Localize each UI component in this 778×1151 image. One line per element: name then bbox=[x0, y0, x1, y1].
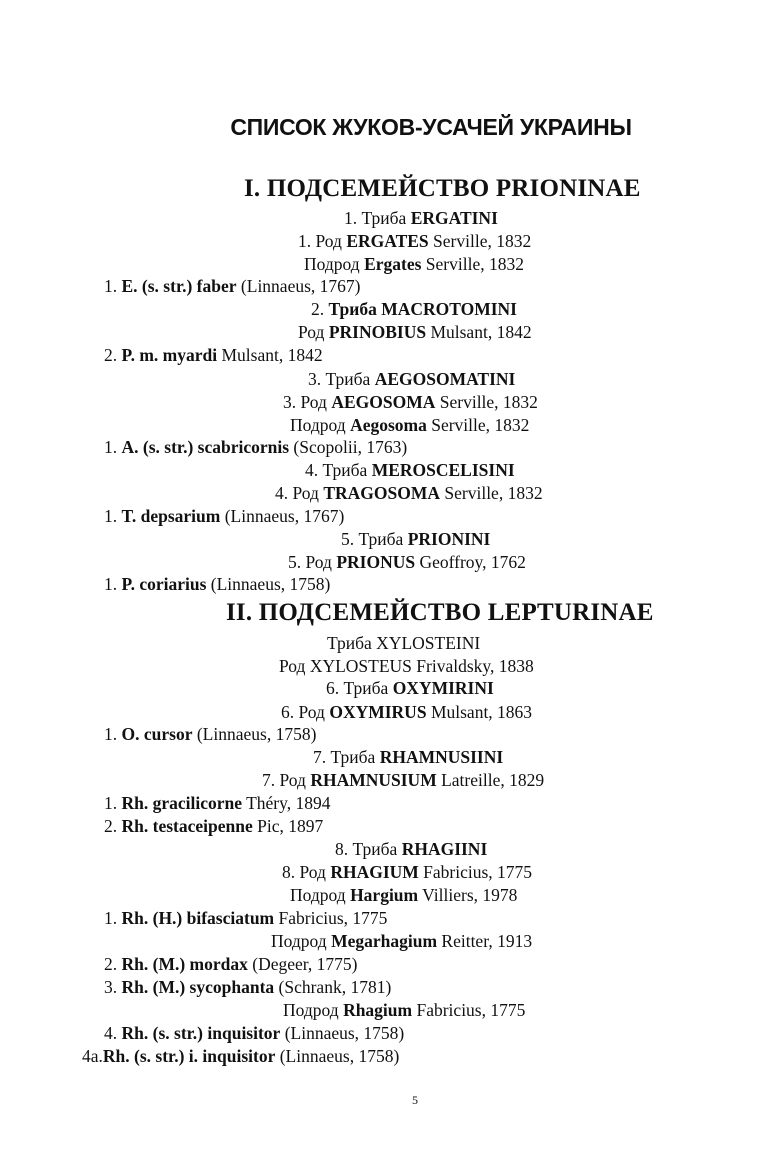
taxon-line bbox=[104, 976, 391, 998]
taxon-prefix: 2. bbox=[104, 345, 122, 365]
taxon-line bbox=[282, 861, 532, 883]
taxon-name: A. (s. str.) scabricornis bbox=[121, 437, 290, 457]
taxon-name: AEGOSOMATINI bbox=[374, 369, 516, 389]
taxon-name: O. cursor bbox=[121, 724, 193, 744]
taxon-line bbox=[298, 230, 531, 252]
taxon-name: Ergates bbox=[364, 254, 422, 274]
taxon-prefix: Род XYLOSTEUS Frivaldsky, 1838 bbox=[279, 656, 534, 676]
taxon-prefix: 8. Род bbox=[282, 862, 331, 882]
taxon-prefix: Подрод bbox=[283, 1000, 344, 1020]
taxon-line bbox=[288, 551, 526, 573]
taxon-name: E. (s. str.) faber bbox=[121, 276, 237, 296]
subfamily-heading-lepturinae: II. ПОДСЕМЕЙСТВО LEPTURINAE bbox=[226, 599, 654, 626]
taxon-authority: (Linnaeus, 1758) bbox=[206, 574, 331, 594]
taxon-authority: Théry, 1894 bbox=[242, 793, 331, 813]
taxon-line bbox=[290, 884, 517, 906]
taxon-authority: Villiers, 1978 bbox=[418, 885, 518, 905]
taxon-prefix: 4. Триба bbox=[305, 460, 372, 480]
taxon-name: MEROSCELISINI bbox=[371, 460, 515, 480]
taxon-line bbox=[327, 632, 480, 654]
page-number: 5 bbox=[412, 1093, 418, 1107]
taxon-line bbox=[104, 792, 331, 814]
taxon-line bbox=[341, 528, 490, 550]
taxon-name: AEGOSOMA bbox=[331, 392, 436, 412]
taxon-line bbox=[313, 746, 503, 768]
taxon-authority: Fabricius, 1775 bbox=[418, 862, 533, 882]
taxon-name: T. depsarium bbox=[121, 506, 221, 526]
taxon-line bbox=[275, 482, 543, 504]
taxon-prefix: 1. bbox=[104, 506, 122, 526]
taxon-name: RHAMNUSIUM bbox=[310, 770, 437, 790]
taxon-authority: Fabricius, 1775 bbox=[274, 908, 388, 928]
taxon-authority: (Linnaeus, 1758) bbox=[275, 1046, 400, 1066]
taxon-line bbox=[104, 815, 323, 837]
taxon-authority: (Linnaeus, 1767) bbox=[236, 276, 361, 296]
taxon-line bbox=[104, 953, 357, 975]
taxon-authority: (Linnaeus, 1767) bbox=[220, 506, 345, 526]
taxon-prefix: 3. Род bbox=[283, 392, 332, 412]
taxon-line bbox=[82, 1045, 399, 1067]
taxon-prefix: 8. Триба bbox=[335, 839, 402, 859]
taxon-prefix: 5. Триба bbox=[341, 529, 408, 549]
taxon-line bbox=[335, 838, 487, 860]
taxon-name: Rh. gracilicorne bbox=[121, 793, 243, 813]
taxon-authority: Serville, 1832 bbox=[435, 392, 538, 412]
taxon-name: RHAMNUSIINI bbox=[379, 747, 504, 767]
taxon-line bbox=[308, 368, 515, 390]
taxon-prefix: 1. bbox=[104, 724, 122, 744]
taxon-line bbox=[104, 1022, 404, 1044]
taxon-prefix: 1. Триба bbox=[344, 208, 411, 228]
taxon-prefix: 5. Род bbox=[288, 552, 337, 572]
taxon-line bbox=[104, 505, 344, 527]
taxon-prefix: 2. bbox=[104, 954, 122, 974]
taxon-prefix: Подрод bbox=[290, 415, 351, 435]
taxon-prefix: 4. bbox=[104, 1023, 122, 1043]
taxon-prefix: Подрод bbox=[271, 931, 332, 951]
taxon-authority: (Schrank, 1781) bbox=[274, 977, 392, 997]
taxon-line bbox=[305, 459, 515, 481]
taxon-line bbox=[104, 275, 360, 297]
taxon-prefix: 6. Триба bbox=[326, 678, 393, 698]
taxon-line bbox=[279, 655, 534, 677]
taxon-line bbox=[326, 677, 494, 699]
taxon-line bbox=[281, 701, 532, 723]
taxon-prefix: 1. bbox=[104, 793, 122, 813]
taxon-line bbox=[262, 769, 544, 791]
taxon-prefix: 1. Род bbox=[298, 231, 347, 251]
taxon-prefix: 4. Род bbox=[275, 483, 324, 503]
taxon-prefix: 4a. bbox=[82, 1046, 103, 1066]
taxon-prefix: 2. bbox=[104, 816, 122, 836]
taxon-name: ERGATES bbox=[346, 231, 429, 251]
taxon-name: RHAGIUM bbox=[330, 862, 419, 882]
taxon-prefix: 1. bbox=[104, 908, 122, 928]
taxon-line bbox=[104, 723, 316, 745]
taxon-line bbox=[298, 321, 532, 343]
taxon-line bbox=[104, 573, 330, 595]
taxon-prefix: 7. Триба bbox=[313, 747, 380, 767]
taxon-line bbox=[104, 436, 407, 458]
taxon-authority: Fabricius, 1775 bbox=[412, 1000, 526, 1020]
taxon-name: PRIONUS bbox=[336, 552, 416, 572]
taxon-authority: Reitter, 1913 bbox=[437, 931, 533, 951]
taxon-name: OXYMIRINI bbox=[392, 678, 494, 698]
taxon-name: Rhagium bbox=[343, 1000, 413, 1020]
taxon-line bbox=[311, 298, 517, 320]
taxon-name: OXYMIRUS bbox=[329, 702, 427, 722]
taxon-name: Rh. (M.) mordax bbox=[121, 954, 248, 974]
taxon-name: Rh. (M.) sycophanta bbox=[121, 977, 275, 997]
taxon-authority: Mulsant, 1842 bbox=[426, 322, 532, 342]
taxon-line bbox=[104, 907, 387, 929]
taxon-prefix: 1. bbox=[104, 574, 122, 594]
taxon-authority: Serville, 1832 bbox=[440, 483, 543, 503]
taxon-authority: Mulsant, 1842 bbox=[217, 345, 323, 365]
taxon-line bbox=[290, 414, 529, 436]
taxon-line bbox=[283, 999, 525, 1021]
taxon-name: PRINOBIUS bbox=[328, 322, 427, 342]
taxon-line bbox=[271, 930, 532, 952]
taxon-authority: Serville, 1832 bbox=[428, 231, 532, 251]
taxon-authority: Geoffroy, 1762 bbox=[415, 552, 526, 572]
taxon-authority: Mulsant, 1863 bbox=[426, 702, 533, 722]
taxon-name: Hargium bbox=[350, 885, 419, 905]
subfamily-heading-prioninae: I. ПОДСЕМЕЙСТВО PRIONINAE bbox=[244, 175, 641, 202]
taxon-prefix: Род bbox=[298, 322, 329, 342]
taxon-line bbox=[344, 207, 498, 229]
taxon-prefix: Подрод bbox=[304, 254, 365, 274]
taxon-name: TRAGOSOMA bbox=[323, 483, 441, 503]
taxon-prefix: Подрод bbox=[290, 885, 351, 905]
taxon-name: Aegosoma bbox=[350, 415, 427, 435]
taxon-name: Rh. (s. str.) i. inquisitor bbox=[102, 1046, 276, 1066]
taxon-name: PRIONINI bbox=[407, 529, 491, 549]
taxon-name: ERGATINI bbox=[410, 208, 498, 228]
taxon-name: P. m. myardi bbox=[121, 345, 218, 365]
taxon-prefix: 2. bbox=[311, 299, 329, 319]
taxon-line bbox=[283, 391, 538, 413]
taxon-authority: (Linnaeus, 1758) bbox=[192, 724, 317, 744]
taxon-name: Rh. testaceipenne bbox=[121, 816, 253, 836]
taxon-authority: Latreille, 1829 bbox=[436, 770, 545, 790]
taxon-prefix: 6. Род bbox=[281, 702, 330, 722]
taxon-line bbox=[304, 253, 524, 275]
taxon-prefix: 7. Род bbox=[262, 770, 311, 790]
taxon-prefix: 3. bbox=[104, 977, 122, 997]
taxon-name: Rh. (s. str.) inquisitor bbox=[121, 1023, 281, 1043]
taxon-prefix: 1. bbox=[104, 276, 122, 296]
taxon-name: RHAGIINI bbox=[401, 839, 488, 859]
taxon-name: P. coriarius bbox=[121, 574, 207, 594]
taxon-name: Триба MACROTOMINI bbox=[328, 299, 517, 319]
taxon-authority: (Linnaeus, 1758) bbox=[280, 1023, 405, 1043]
taxon-prefix: Триба XYLOSTEINI bbox=[327, 633, 481, 653]
taxon-authority: Serville, 1832 bbox=[421, 254, 524, 274]
taxon-line bbox=[104, 344, 323, 366]
taxon-authority: (Degeer, 1775) bbox=[247, 954, 358, 974]
taxon-authority: Serville, 1832 bbox=[426, 415, 530, 435]
taxon-name: Rh. (H.) bifasciatum bbox=[121, 908, 275, 928]
taxon-authority: (Scopolii, 1763) bbox=[289, 437, 408, 457]
taxon-prefix: 1. bbox=[104, 437, 122, 457]
taxon-authority: Pic, 1897 bbox=[252, 816, 324, 836]
taxon-name: Megarhagium bbox=[331, 931, 438, 951]
page-title: СПИСОК ЖУКОВ-УСАЧЕЙ УКРАИНЫ bbox=[230, 114, 632, 140]
taxon-prefix: 3. Триба bbox=[308, 369, 375, 389]
